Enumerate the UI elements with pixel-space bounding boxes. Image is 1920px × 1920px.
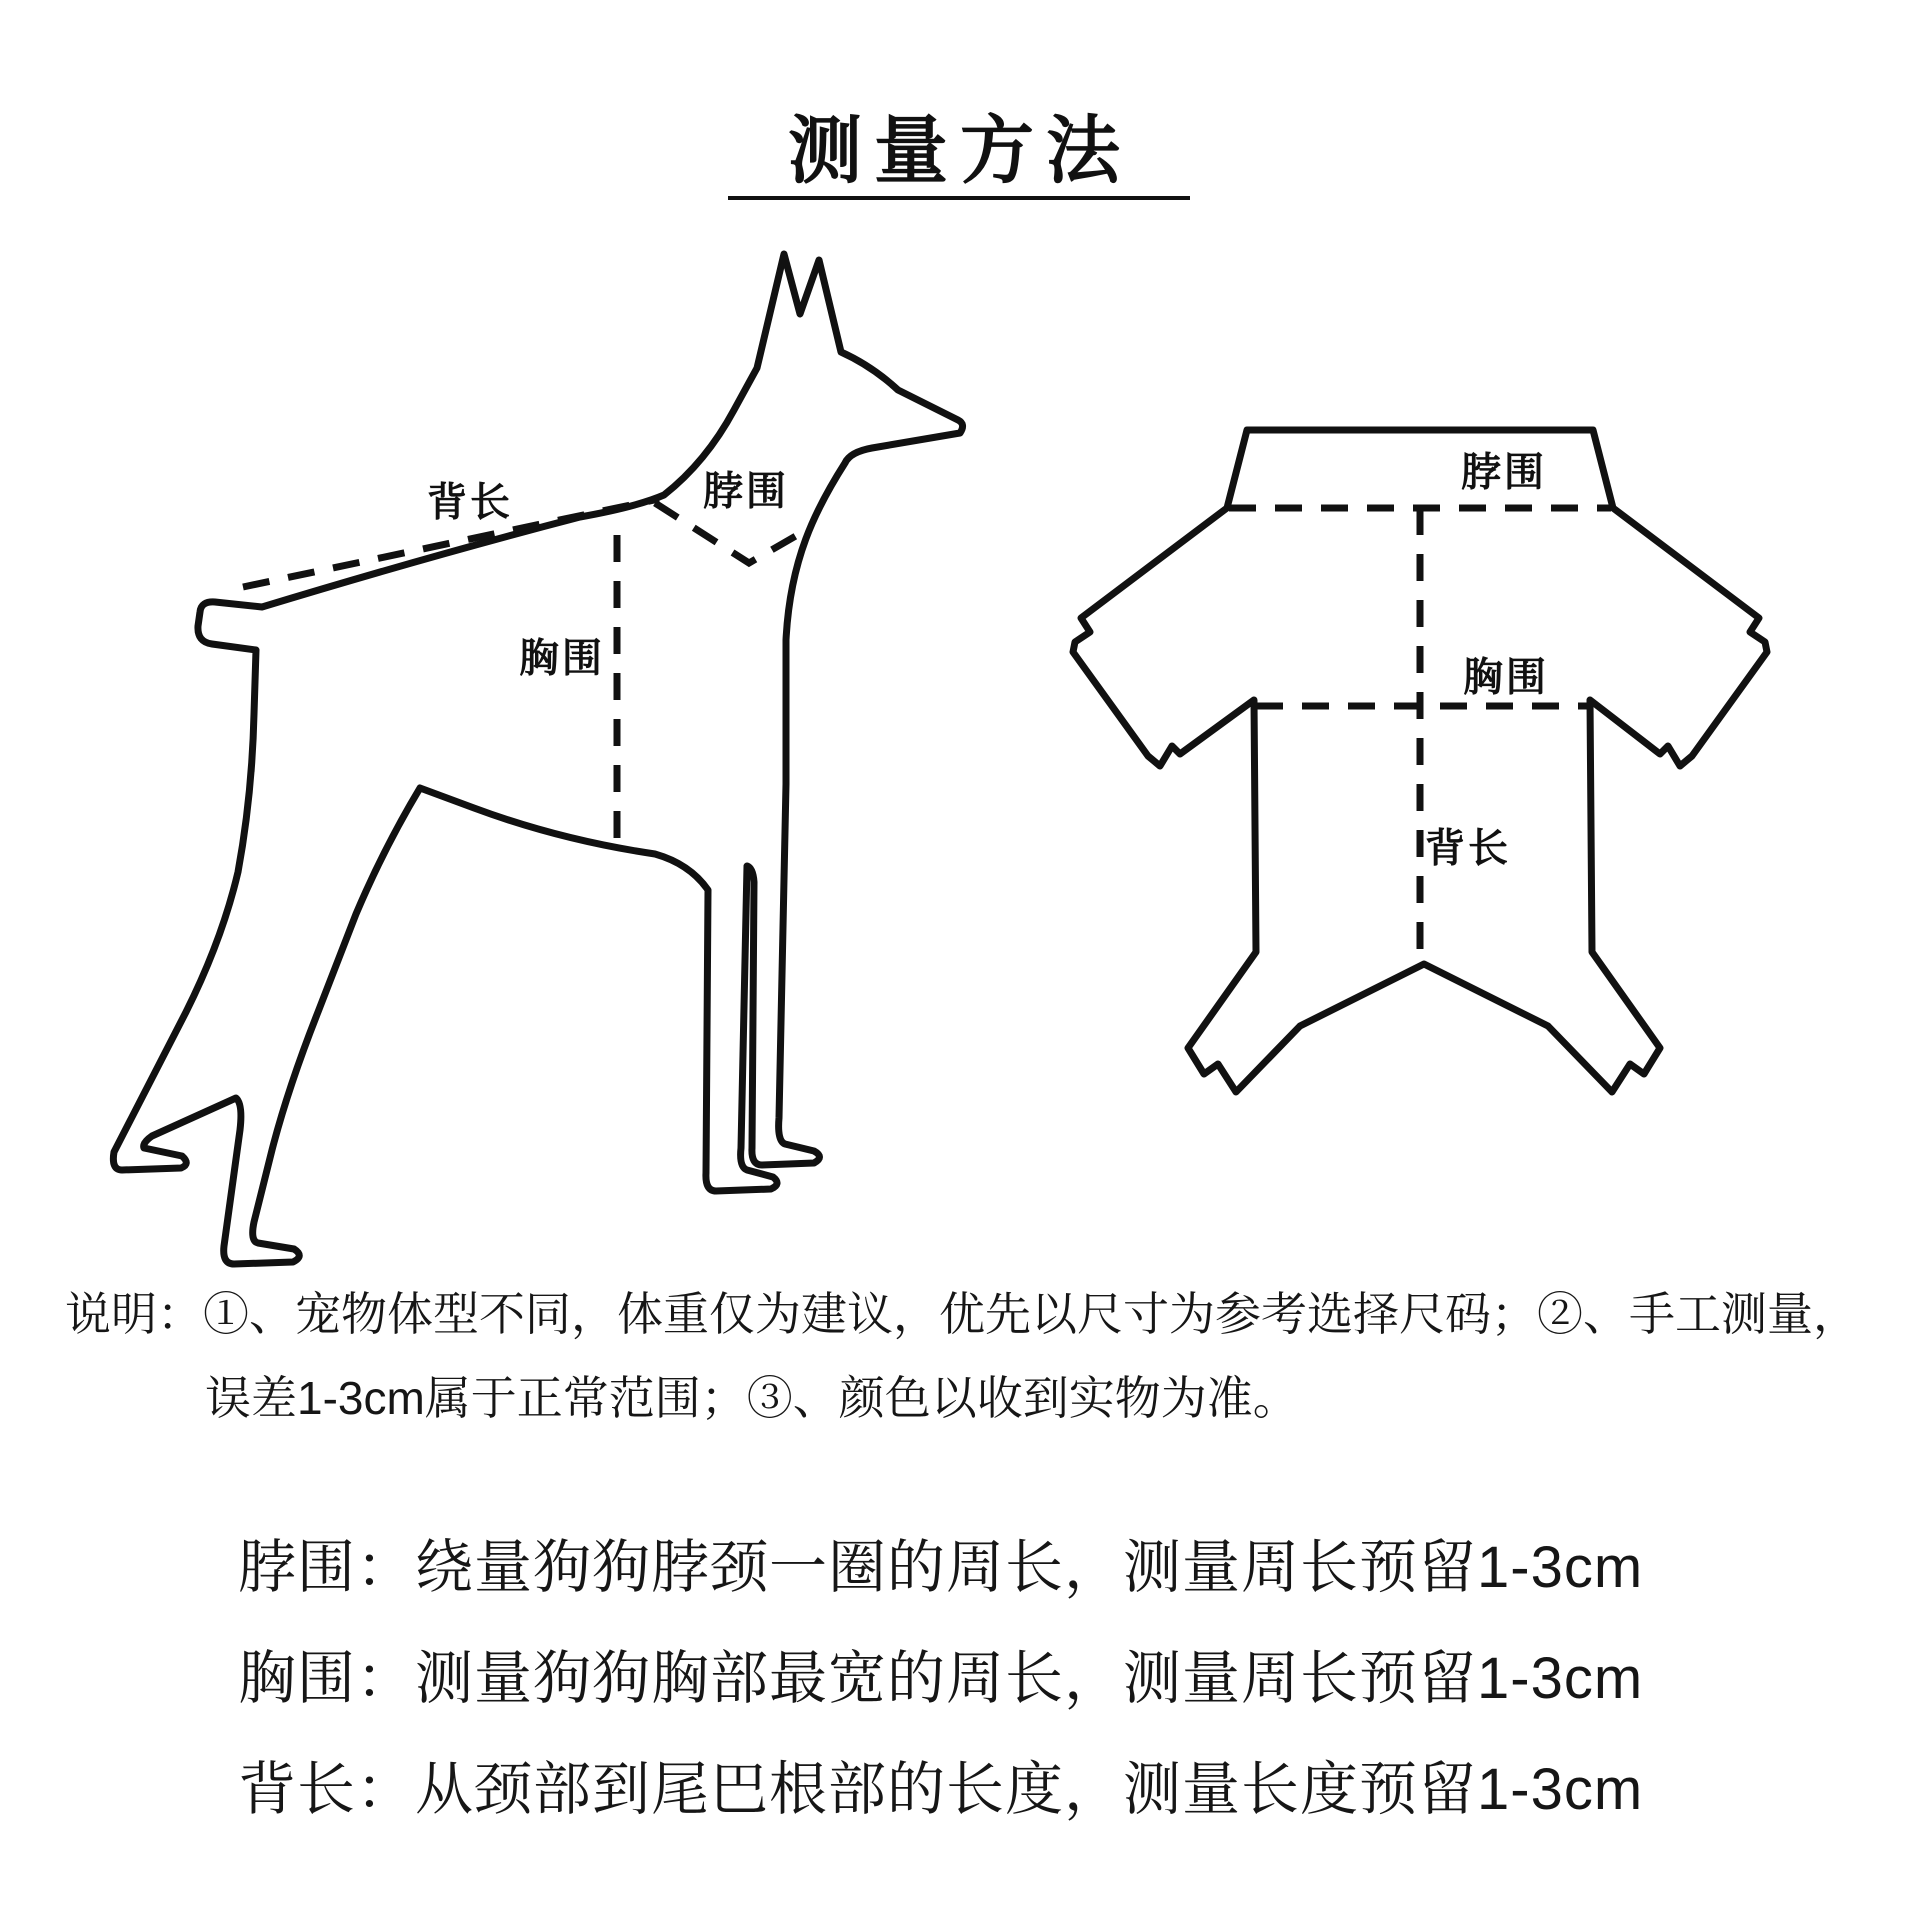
- dog-neck-girth-label: 脖围: [703, 469, 789, 514]
- garment-back-length-label: 背长: [1425, 826, 1511, 871]
- dog-back-length-label: 背长: [427, 480, 513, 525]
- definitions-block: [238, 1512, 1643, 1845]
- dog-silhouette: [113, 254, 962, 1264]
- garment-neck-girth-label: 脖围: [1461, 450, 1547, 495]
- notes-block: [65, 1272, 1859, 1440]
- dog-chest-girth-label: 胸围: [519, 636, 605, 681]
- definition-neck-girth: 脖围：绕量狗狗脖颈一圈的周长，测量周长预留1-3cm: [238, 1535, 1644, 1600]
- notes-line-1: 说明：①、宠物体型不同，体重仅为建议，优先以尺寸为参考选择尺码；②、手工测量，: [65, 1288, 1859, 1340]
- garment-chest-girth-label: 胸围: [1463, 655, 1549, 700]
- definition-chest-girth: 胸围：测量狗狗胸部最宽的周长，测量周长预留1-3cm: [238, 1646, 1644, 1711]
- notes-line-2: 误差1-3cm属于正常范围；③、颜色以收到实物为准。: [205, 1372, 1299, 1424]
- definition-back-length: 背长：从颈部到尾巴根部的长度，测量长度预留1-3cm: [238, 1757, 1644, 1822]
- page-title: 测量方法: [788, 109, 1132, 192]
